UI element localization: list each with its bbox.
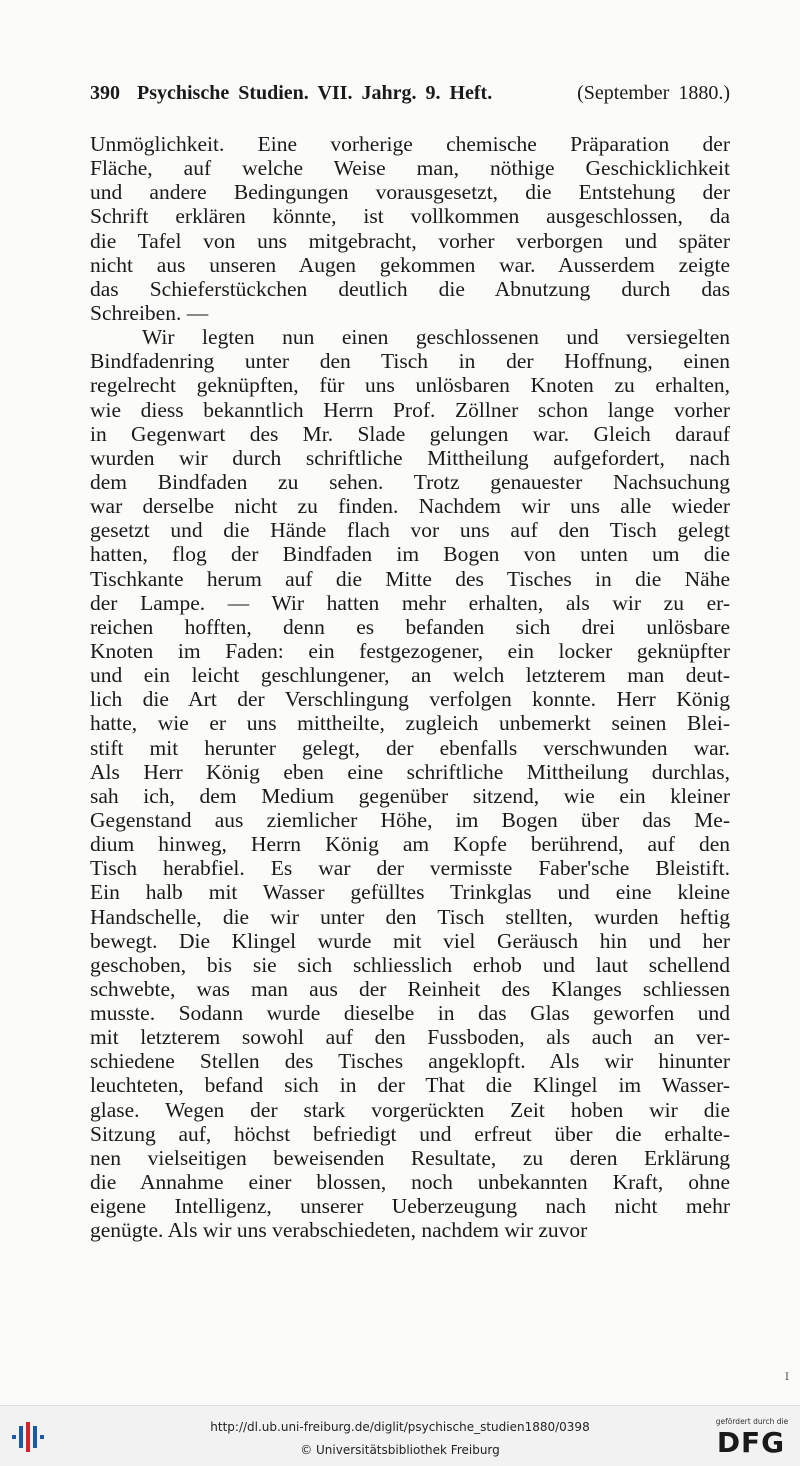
- text-line: musste. Sodann wurde dieselbe in das Glas geworfen und: [90, 1001, 730, 1026]
- text-line: gesetzt und die Hände flach vor uns auf den Tisch gelegt: [90, 518, 730, 543]
- text-line: und ein leicht geschlungener, an welch letzterem man deut-: [90, 663, 730, 688]
- text-line: genügte. Als wir uns verabschiedeten, nachdem wir zuvor: [90, 1218, 588, 1243]
- text-line: leuchteten, befand sich in der That die Klingel im Wasser-: [90, 1073, 730, 1098]
- text-line: der Lampe. — Wir hatten mehr erhalten, als wir zu er-: [90, 590, 730, 615]
- text-line: schiedene Stellen des Tisches angeklopft. Als wir hinunter: [90, 1049, 730, 1074]
- text-line: Tischkante herum auf die Mitte des Tisches in die Nähe: [90, 566, 730, 591]
- margin-mark: I: [785, 1372, 789, 1383]
- text-line: Gegenstand aus ziemlicher Höhe, im Bogen über das Me-: [90, 807, 730, 832]
- text-line: dium hinweg, Herrn König am Kopfe berührend, auf den: [90, 832, 730, 857]
- text-line: schwebte, was man aus der Reinheit des Klanges schliessen: [90, 976, 730, 1001]
- text-line: mit letzterem sowohl auf den Fussboden, als auch an ver-: [90, 1025, 730, 1050]
- dfg-caption: gefördert durch die: [715, 1417, 789, 1426]
- body-text: [90, 132, 730, 1242]
- text-line: Als Herr König eben eine schriftliche Mittheilung durchlas,: [90, 759, 730, 784]
- page-number: 390: [90, 82, 120, 104]
- copyright-text: © Universitätsbibliothek Freiburg: [300, 1443, 500, 1457]
- viewer-footer: [0, 1405, 800, 1466]
- text-line: Tisch herabfiel. Es war der vermisste Faber'sche Bleistift.: [90, 856, 730, 881]
- text-line: Fläche, auf welche Weise man, nöthige Geschicklichkeit: [90, 156, 730, 181]
- text-line: Handschelle, die wir unter den Tisch stellten, wurden heftig: [90, 904, 730, 929]
- text-line: regelrecht geknüpften, für uns unlösbaren Knoten zu erhalten,: [90, 373, 730, 398]
- text-line: und andere Bedingungen vorausgesetzt, die Entstehung der: [90, 180, 730, 205]
- text-line: Knoten im Faden: ein festgezogener, ein locker geknüpfter: [90, 638, 730, 663]
- text-line: bewegt. Die Klingel wurde mit viel Geräusch hin und her: [90, 928, 730, 953]
- text-line: wie diess bekanntlich Herrn Prof. Zöllner schon lange vorher: [90, 397, 730, 422]
- text-line: die Tafel von uns mitgebracht, vorher verborgen und später: [90, 228, 730, 253]
- text-line: Unmöglichkeit. Eine vorherige chemische Präparation der: [90, 132, 730, 156]
- text-line: wurden wir durch schriftliche Mittheilung aufgefordert, nach: [90, 445, 730, 470]
- text-line: Schrift erklären könnte, ist vollkommen ausgeschlossen, da: [90, 204, 730, 229]
- text-line: Sitzung auf, höchst befriedigt und erfreut über die erhalte-: [90, 1121, 730, 1146]
- text-line: nicht aus unseren Augen gekommen war. Ausserdem zeigte: [90, 252, 730, 277]
- text-line: eigene Intelligenz, unserer Ueberzeugung nach nicht mehr: [90, 1194, 730, 1219]
- text-line: sah ich, dem Medium gegenüber sitzend, wie ein kleiner: [90, 783, 730, 808]
- text-line: lich die Art der Verschlingung verfolgen konnte. Herr König: [90, 687, 730, 712]
- text-line: Ein halb mit Wasser gefülltes Trinkglas und eine kleine: [90, 880, 730, 905]
- page-header: [90, 82, 730, 105]
- text-line: in Gegenwart des Mr. Slade gelungen war. Gleich darauf: [90, 421, 730, 446]
- text-line: Wir legten nun einen geschlossenen und versiegelten: [142, 325, 730, 350]
- text-line: die Annahme einer blossen, noch unbekannten Kraft, ohne: [90, 1170, 730, 1195]
- text-line: reichen hofften, denn es befanden sich drei unlösbare: [90, 614, 730, 639]
- text-line: war derselbe nicht zu finden. Nachdem wir uns alle wieder: [90, 494, 730, 519]
- text-line: geschoben, bis sie sich schliesslich erhob und laut schellend: [90, 952, 730, 977]
- text-line: dem Bindfaden zu sehen. Trotz genauester Nachsuchung: [90, 469, 730, 494]
- text-line: nen vielseitigen beweisenden Resultate, zu deren Erklärung: [90, 1145, 730, 1170]
- text-line: hatte, wie er uns mittheilte, zugleich unbemerkt seinen Blei-: [90, 711, 730, 736]
- issue-date: (September 1880.): [577, 82, 730, 104]
- text-line: hatten, flog der Bindfaden im Bogen von unten um die: [90, 542, 730, 567]
- running-head: Psychische Studien. VII. Jahrg. 9. Heft.: [137, 82, 493, 104]
- text-line: Bindfadenring unter den Tisch in der Hoffnung, einen: [90, 349, 730, 374]
- text-line: glase. Wegen der stark vorgerückten Zeit hoben wir die: [90, 1097, 730, 1122]
- source-url-link[interactable]: http://dl.ub.uni-freiburg.de/diglit/psychische_studien1880/0398: [210, 1420, 590, 1434]
- text-line: das Schieferstückchen deutlich die Abnutzung durch das: [90, 276, 730, 301]
- dfg-logo-icon[interactable]: DFG: [716, 1426, 786, 1459]
- text-line: Schreiben. —: [90, 300, 209, 325]
- text-line: stift mit herunter gelegt, der ebenfalls verschwunden war.: [90, 735, 730, 760]
